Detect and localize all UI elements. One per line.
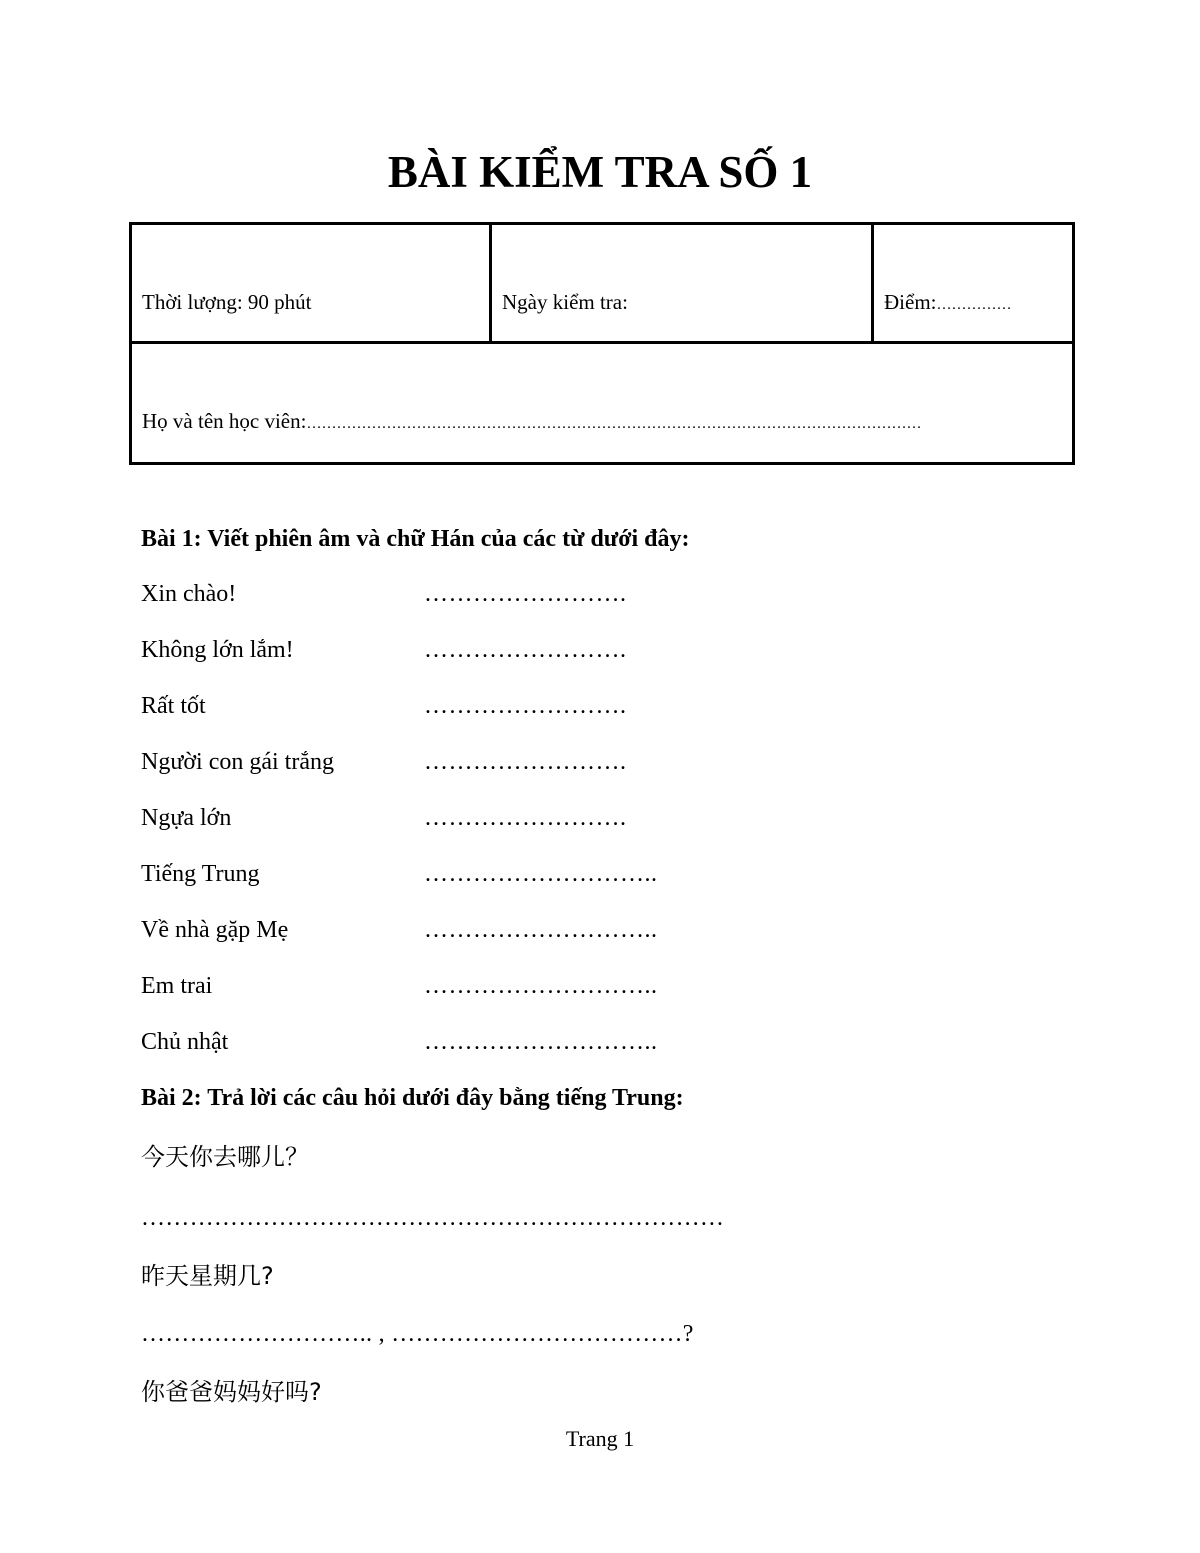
section-1-heading: Bài 1: Viết phiên âm và chữ Hán của các từ dưới đây: [141, 526, 690, 552]
vocab-term: Rất tốt [141, 693, 206, 719]
student-name-field [142, 408, 921, 437]
question-2: 昨天星期几? [141, 1262, 274, 1290]
page-number: Trang 1 [565, 1426, 635, 1451]
score-field [884, 289, 1012, 318]
list-item [141, 1026, 841, 1082]
answer-blank: ……………………. [424, 805, 627, 831]
answer-blank: ……………………….. [424, 861, 658, 887]
answer-blank: ……………………….. [424, 973, 658, 999]
page-title: BÀI KIỂM TRA SỐ 1 [387, 147, 813, 197]
answer-blank: ……………………. [424, 749, 627, 775]
list-item [141, 802, 841, 858]
list-item [141, 970, 841, 1026]
answer-blank: ……………………….. [424, 917, 658, 943]
list-item [141, 690, 841, 746]
answer-line-2: ……………………….. , ………………………………? [141, 1321, 694, 1347]
vocab-list [141, 578, 841, 1082]
score-blank: …………… [936, 297, 1012, 313]
student-name-label: Họ và tên học viên: [142, 409, 307, 433]
answer-blank: ……………………. [424, 693, 627, 719]
vocab-term: Xin chào! [141, 581, 237, 607]
list-item [141, 746, 841, 802]
question-3: 你爸爸妈妈好吗? [141, 1378, 322, 1406]
duration-cell [132, 225, 492, 341]
question-1: 今天你去哪儿？ [141, 1143, 309, 1171]
vocab-term: Người con gái trắng [141, 749, 334, 775]
answer-blank: ……………………. [424, 637, 627, 663]
vocab-term: Ngựa lớn [141, 805, 232, 831]
section-2-heading: Bài 2: Trả lời các câu hỏi dưới đây bằng tiếng Trung: [141, 1085, 684, 1111]
date-cell [492, 225, 874, 341]
vocab-term: Em trai [141, 973, 213, 999]
vocab-term: Không lớn lắm! [141, 637, 294, 663]
score-label: Điểm: [884, 290, 937, 314]
list-item [141, 858, 841, 914]
student-name-blank: …………………………………………………………………………………………………………… [306, 416, 922, 432]
answer-line-1: ……………………………………………………………… [141, 1205, 725, 1231]
vocab-term: Về nhà gặp Mẹ [141, 917, 289, 943]
info-table-row-1 [132, 225, 1072, 344]
answer-blank: ……………………….. [424, 1029, 658, 1055]
answer-blank: ……………………. [424, 581, 627, 607]
date-label: Ngày kiểm tra: [502, 290, 628, 314]
vocab-term: Chủ nhật [141, 1029, 229, 1055]
duration-label: Thời lượng: 90 phút [142, 290, 312, 314]
list-item [141, 578, 841, 634]
list-item [141, 914, 841, 970]
vocab-term: Tiếng Trung [141, 861, 260, 887]
score-cell [874, 225, 1072, 341]
list-item [141, 634, 841, 690]
info-table [129, 222, 1075, 465]
